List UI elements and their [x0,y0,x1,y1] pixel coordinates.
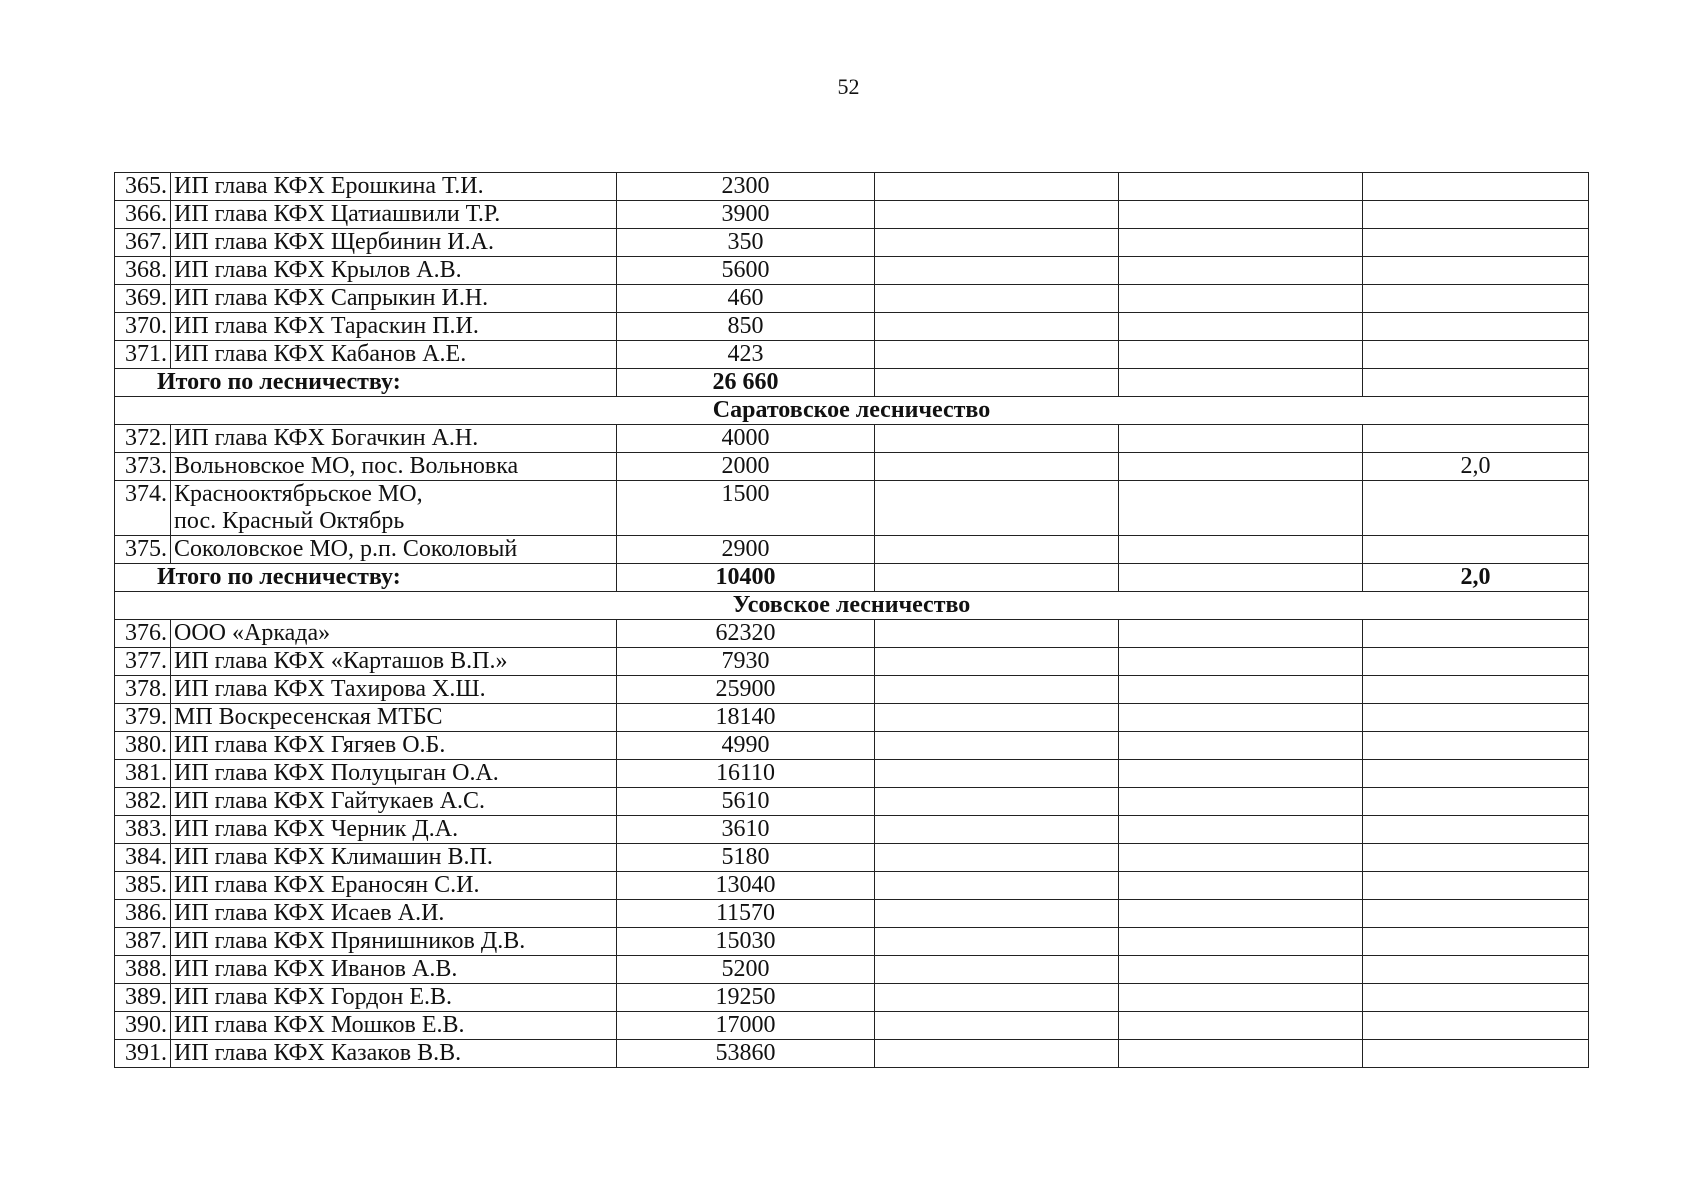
extra-value [1363,844,1589,872]
extra-value [1363,704,1589,732]
organization-name [171,536,617,564]
organization-name-line: ИП глава КФХ Казаков В.В. [174,1040,462,1066]
table-row [115,1012,1589,1040]
extra-value [1363,481,1589,536]
organization-name [171,900,617,928]
empty-cell [875,1012,1119,1040]
table-row [115,872,1589,900]
organization-name-line: Краснооктябрьское МО, [174,481,423,507]
organization-name-line: ООО «Аркада» [174,620,331,646]
organization-name [171,201,617,229]
volume-value: 25900 [617,676,875,704]
organization-name-line: ИП глава КФХ Сапрыкин И.Н. [174,285,489,311]
total-extra-value: 2,0 [1363,564,1589,592]
empty-cell [1119,620,1363,648]
row-number: 374. [115,481,171,536]
row-number: 387. [115,928,171,956]
organization-name-line: ИП глава КФХ Мошков Е.В. [174,1012,465,1038]
organization-name [171,481,617,536]
organization-name [171,844,617,872]
empty-cell [1119,341,1363,369]
organization-name [171,1012,617,1040]
organization-name [171,453,617,481]
row-number: 384. [115,844,171,872]
row-number: 376. [115,620,171,648]
extra-value [1363,900,1589,928]
empty-cell [1119,956,1363,984]
empty-cell [875,928,1119,956]
volume-value: 62320 [617,620,875,648]
table-row [115,229,1589,257]
organization-name [171,788,617,816]
extra-value [1363,956,1589,984]
empty-cell [875,341,1119,369]
volume-value: 11570 [617,900,875,928]
empty-cell [875,173,1119,201]
volume-value: 17000 [617,1012,875,1040]
organization-name-line: ИП глава КФХ Исаев А.И. [174,900,445,926]
empty-cell [1119,201,1363,229]
organization-name-line: ИП глава КФХ Тараскин П.И. [174,313,479,339]
row-number: 379. [115,704,171,732]
table-row [115,620,1589,648]
row-number: 389. [115,984,171,1012]
table-row [115,956,1589,984]
volume-value: 4000 [617,425,875,453]
extra-value [1363,760,1589,788]
organization-name-line: ИП глава КФХ Черник Д.А. [174,816,459,842]
table-row [115,341,1589,369]
empty-cell [1119,229,1363,257]
extra-value [1363,620,1589,648]
row-number: 367. [115,229,171,257]
extra-value [1363,788,1589,816]
volume-value: 423 [617,341,875,369]
row-number: 371. [115,341,171,369]
organization-name-line: ИП глава КФХ «Карташов В.П.» [174,648,508,674]
empty-cell [875,984,1119,1012]
row-number: 372. [115,425,171,453]
organization-name [171,285,617,313]
volume-value: 53860 [617,1040,875,1068]
organization-name [171,816,617,844]
extra-value: 2,0 [1363,453,1589,481]
organization-name [171,956,617,984]
section-header-row [115,592,1589,620]
row-number: 381. [115,760,171,788]
organization-name-line: ИП глава КФХ Тахирова Х.Ш. [174,676,486,702]
volume-value: 2900 [617,536,875,564]
organization-name [171,1040,617,1068]
empty-cell [1119,872,1363,900]
empty-cell [875,956,1119,984]
volume-value: 5610 [617,788,875,816]
empty-cell [875,704,1119,732]
organization-name [171,984,617,1012]
empty-cell [875,369,1119,397]
extra-value [1363,341,1589,369]
extra-value [1363,872,1589,900]
empty-cell [875,816,1119,844]
organization-name [171,173,617,201]
extra-value [1363,425,1589,453]
empty-cell [875,900,1119,928]
organization-name [171,928,617,956]
row-number: 391. [115,1040,171,1068]
empty-cell [1119,313,1363,341]
empty-cell [875,872,1119,900]
table-row [115,481,1589,536]
organization-name-line: Соколовское МО, р.п. Соколовый [174,536,518,562]
organization-name [171,704,617,732]
extra-value [1363,536,1589,564]
empty-cell [1119,900,1363,928]
organization-name-line: ИП глава КФХ Иванов А.В. [174,956,458,982]
empty-cell [875,676,1119,704]
organization-name [171,229,617,257]
extra-value [1363,676,1589,704]
empty-cell [875,620,1119,648]
row-number: 365. [115,173,171,201]
empty-cell [1119,704,1363,732]
section-title: Усовское лесничество [115,592,1589,620]
extra-value [1363,257,1589,285]
organization-name [171,341,617,369]
volume-value: 350 [617,229,875,257]
organization-name-line: МП Воскресенская МТБС [174,704,443,730]
extra-value [1363,173,1589,201]
organization-name [171,257,617,285]
row-number: 370. [115,313,171,341]
table-row [115,900,1589,928]
volume-value: 18140 [617,704,875,732]
empty-cell [875,481,1119,536]
empty-cell [1119,732,1363,760]
table-row [115,844,1589,872]
table-row [115,648,1589,676]
organization-name [171,872,617,900]
volume-value: 13040 [617,872,875,900]
empty-cell [875,1040,1119,1068]
total-extra-value [1363,369,1589,397]
empty-cell [1119,844,1363,872]
empty-cell [875,425,1119,453]
empty-cell [1119,425,1363,453]
row-number: 380. [115,732,171,760]
empty-cell [875,453,1119,481]
organization-name-line: ИП глава КФХ Прянишников Д.В. [174,928,526,954]
page-number: 52 [837,74,860,99]
volume-value: 7930 [617,648,875,676]
table-row [115,788,1589,816]
row-number: 369. [115,285,171,313]
table-row [115,313,1589,341]
volume-value: 2300 [617,173,875,201]
organization-name-line: Вольновское МО, пос. Вольновка [174,453,519,479]
organization-name [171,676,617,704]
total-volume: 10400 [617,564,875,592]
empty-cell [1119,1012,1363,1040]
organization-name-line: ИП глава КФХ Гайтукаев А.С. [174,788,486,814]
empty-cell [1119,760,1363,788]
empty-cell [1119,928,1363,956]
organization-name-line: ИП глава КФХ Цатиашвили Т.Р. [174,201,501,227]
extra-value [1363,285,1589,313]
row-number: 385. [115,872,171,900]
row-number: 366. [115,201,171,229]
table-body [115,173,1589,1068]
total-label: Итого по лесничеству: [115,564,617,592]
total-volume: 26 660 [617,369,875,397]
organization-name [171,732,617,760]
table-row [115,704,1589,732]
total-row [115,369,1589,397]
empty-cell [1119,285,1363,313]
empty-cell [1119,173,1363,201]
row-number: 386. [115,900,171,928]
extra-value [1363,1012,1589,1040]
volume-value: 19250 [617,984,875,1012]
table-row [115,732,1589,760]
row-number: 382. [115,788,171,816]
empty-cell [1119,481,1363,536]
volume-value: 2000 [617,453,875,481]
table-row [115,257,1589,285]
organization-name-line: пос. Красный Октябрь [174,508,405,534]
empty-cell [1119,816,1363,844]
volume-value: 5200 [617,956,875,984]
empty-cell [875,844,1119,872]
organization-name-line: ИП глава КФХ Ераносян С.И. [174,872,480,898]
extra-value [1363,229,1589,257]
empty-cell [1119,564,1363,592]
empty-cell [1119,648,1363,676]
table-row [115,1040,1589,1068]
total-label: Итого по лесничеству: [115,369,617,397]
row-number: 373. [115,453,171,481]
empty-cell [1119,453,1363,481]
empty-cell [875,564,1119,592]
row-number: 368. [115,257,171,285]
organization-name-line: ИП глава КФХ Богачкин А.Н. [174,425,479,451]
empty-cell [875,648,1119,676]
table-row [115,984,1589,1012]
table-row [115,928,1589,956]
allocation-table [114,172,1589,1068]
empty-cell [1119,676,1363,704]
table-row [115,425,1589,453]
table-row [115,536,1589,564]
extra-value [1363,201,1589,229]
organization-name [171,648,617,676]
empty-cell [875,229,1119,257]
organization-name [171,313,617,341]
extra-value [1363,984,1589,1012]
table-row [115,201,1589,229]
organization-name-line: ИП глава КФХ Крылов А.В. [174,257,462,283]
row-number: 378. [115,676,171,704]
empty-cell [875,536,1119,564]
empty-cell [1119,788,1363,816]
extra-value [1363,928,1589,956]
empty-cell [1119,984,1363,1012]
row-number: 377. [115,648,171,676]
table-row [115,453,1589,481]
volume-value: 3610 [617,816,875,844]
table-row [115,173,1589,201]
organization-name-line: ИП глава КФХ Щербинин И.А. [174,229,494,255]
table-row [115,676,1589,704]
row-number: 375. [115,536,171,564]
organization-name-line: ИП глава КФХ Ерошкина Т.И. [174,173,484,199]
volume-value: 16110 [617,760,875,788]
organization-name [171,760,617,788]
table-row [115,760,1589,788]
empty-cell [875,788,1119,816]
organization-name [171,620,617,648]
empty-cell [875,313,1119,341]
row-number: 383. [115,816,171,844]
section-header-row [115,397,1589,425]
organization-name [171,425,617,453]
volume-value: 850 [617,313,875,341]
volume-value: 5180 [617,844,875,872]
organization-name-line: ИП глава КФХ Полуцыган О.А. [174,760,499,786]
table-row [115,285,1589,313]
volume-value: 4990 [617,732,875,760]
empty-cell [1119,369,1363,397]
table-row [115,816,1589,844]
empty-cell [875,732,1119,760]
volume-value: 15030 [617,928,875,956]
extra-value [1363,732,1589,760]
row-number: 390. [115,1012,171,1040]
extra-value [1363,1040,1589,1068]
total-row [115,564,1589,592]
empty-cell [875,285,1119,313]
empty-cell [1119,257,1363,285]
organization-name-line: ИП глава КФХ Климашин В.П. [174,844,493,870]
volume-value: 460 [617,285,875,313]
extra-value [1363,648,1589,676]
organization-name-line: ИП глава КФХ Гордон Е.В. [174,984,453,1010]
organization-name-line: ИП глава КФХ Кабанов А.Е. [174,341,467,367]
empty-cell [875,760,1119,788]
empty-cell [875,257,1119,285]
volume-value: 3900 [617,201,875,229]
volume-value: 5600 [617,257,875,285]
empty-cell [875,201,1119,229]
organization-name-line: ИП глава КФХ Гягяев О.Б. [174,732,446,758]
volume-value: 1500 [617,481,875,536]
empty-cell [1119,536,1363,564]
extra-value [1363,816,1589,844]
empty-cell [1119,1040,1363,1068]
extra-value [1363,313,1589,341]
row-number: 388. [115,956,171,984]
section-title: Саратовское лесничество [115,397,1589,425]
